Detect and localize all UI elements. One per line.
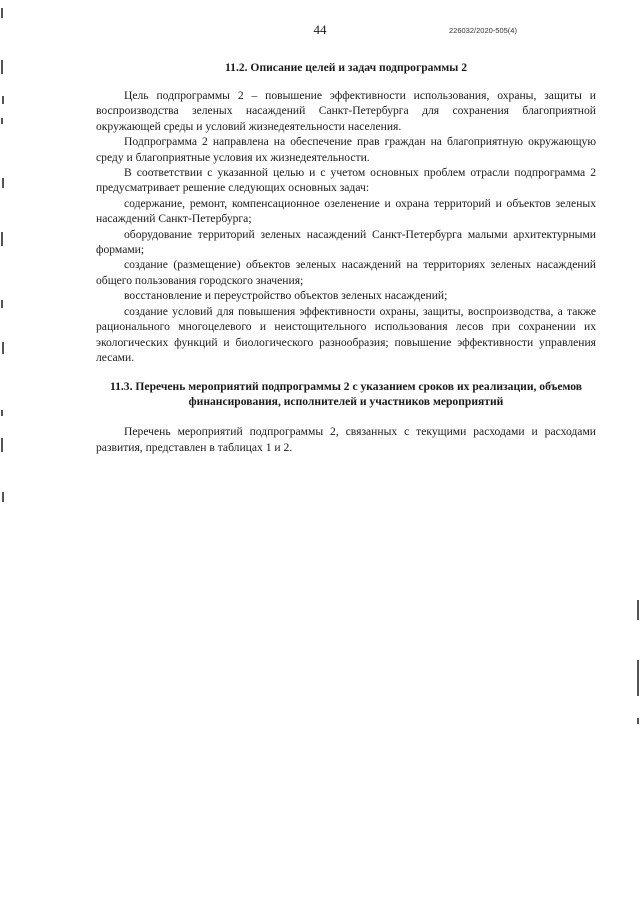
paragraph: Цель подпрограммы 2 – повышение эффективности использования, охраны, защиты и воспроизводства зеленых насаждений Санкт-Петербурга для сохранения благоприятной окружающей среды и условий жизнедеятельности населения. — [96, 89, 596, 133]
section-11-3-title: 11.3. Перечень мероприятий подпрограммы 2 с указанием сроков их реализации, объемов финансирования, исполнителей и участников мероприятий — [109, 380, 583, 409]
task-item: создание (размещение) объектов зеленых насаждений на территориях зеленых насаждений общего пользования городского значения; — [96, 258, 596, 287]
task-item: содержание, ремонт, компенсационное озеленение и охрана территорий и объектов зеленых насаждений Санкт-Петербурга; — [96, 196, 596, 226]
paragraph: Подпрограмма 2 направлена на обеспечение прав граждан на благоприятную окружающую среду и благоприятные условия их жизнедеятельности. — [96, 135, 596, 164]
paragraph: В соответствии с указанной целью и с учетом основных проблем отрасли подпрограмма 2 предусматривает решение следующих основных задач: — [96, 166, 596, 195]
document-code: 226032/2020-505(4) — [449, 26, 517, 35]
task-item: оборудование территорий зеленых насаждений Санкт-Петербурга малыми архитектурными формами; — [96, 227, 596, 257]
document-body — [96, 60, 596, 455]
task-item: создание условий для повышения эффективности охраны, защиты, воспроизводства, а также рационального многоцелевого и неистощительного использования лесов при сохранении их экологических функций и биологического разнообразия; повышение эффективности управления лесами. — [96, 304, 596, 364]
section-11-2-title: 11.2. Описание целей и задач подпрограммы 2 — [224, 61, 468, 74]
page-number: 44 — [313, 22, 327, 37]
right-margin-scan-marks — [636, 0, 640, 905]
task-item: восстановление и переустройство объектов зеленых насаждений; — [124, 289, 448, 303]
paragraph: Перечень мероприятий подпрограммы 2, связанных с текущими расходами и расходами развития, представлен в таблицах 1 и 2. — [96, 425, 596, 454]
left-margin-scan-marks — [0, 0, 6, 905]
